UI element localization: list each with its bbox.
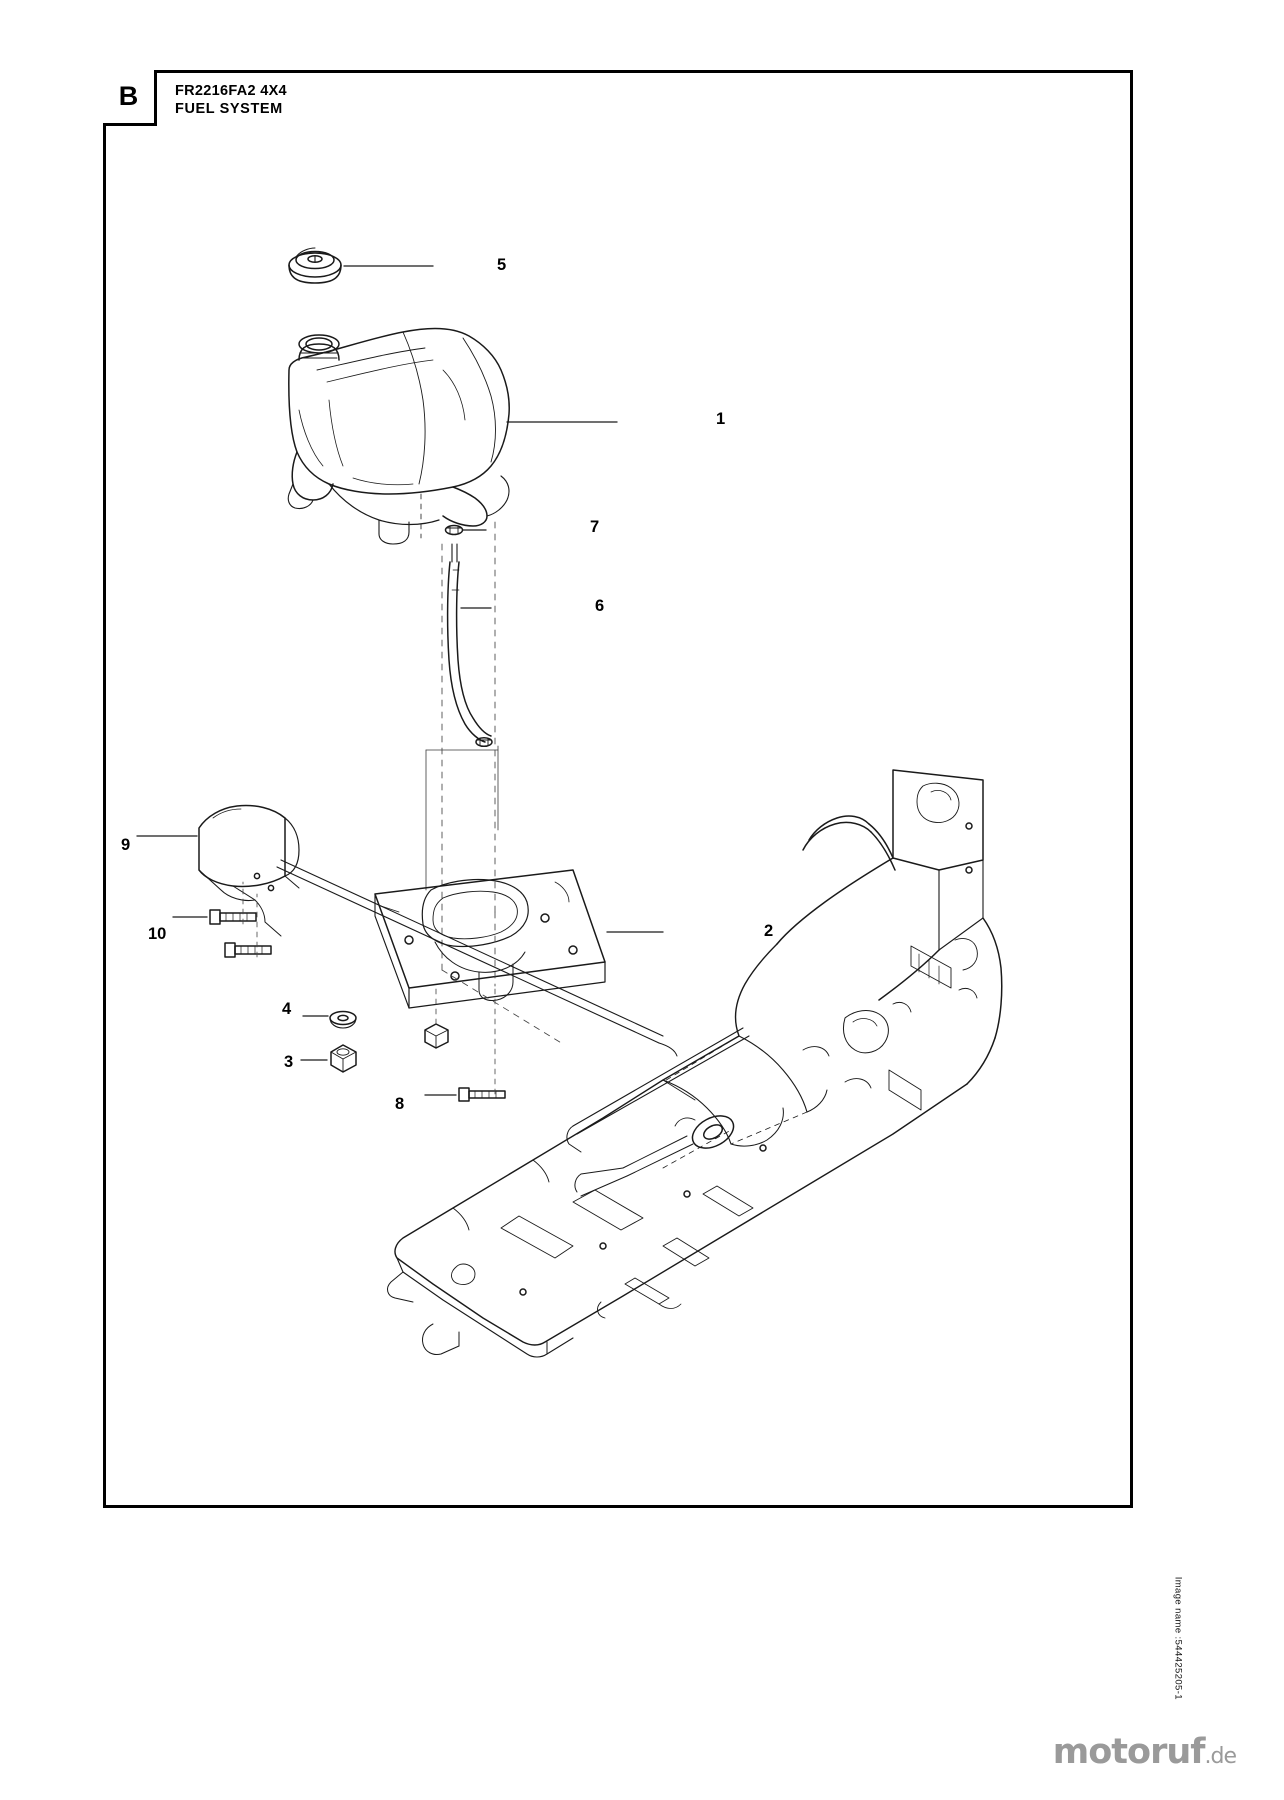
title-block [175,82,287,118]
watermark-brand: motoruf [1052,1732,1205,1772]
callout-5: 5 [497,256,507,274]
callout-10: 10 [148,925,167,943]
image-code: Image name :544425205-1 [1172,1576,1183,1700]
callout-9: 9 [121,836,131,854]
watermark [1053,1732,1236,1772]
callout-6: 6 [595,597,605,615]
callout-2: 2 [764,922,774,940]
callout-3: 3 [284,1053,294,1071]
callout-4: 4 [282,1000,292,1018]
callout-7: 7 [590,518,600,536]
callout-1: 1 [716,410,726,428]
watermark-tld: .de [1204,1744,1236,1769]
section-letter: B [118,81,139,111]
callout-8: 8 [395,1095,405,1113]
model-label: FR2216FA2 4X4 [175,83,287,99]
section-letter-box [103,70,157,126]
system-label: FUEL SYSTEM [175,101,283,118]
drawing-frame [103,70,1133,1508]
